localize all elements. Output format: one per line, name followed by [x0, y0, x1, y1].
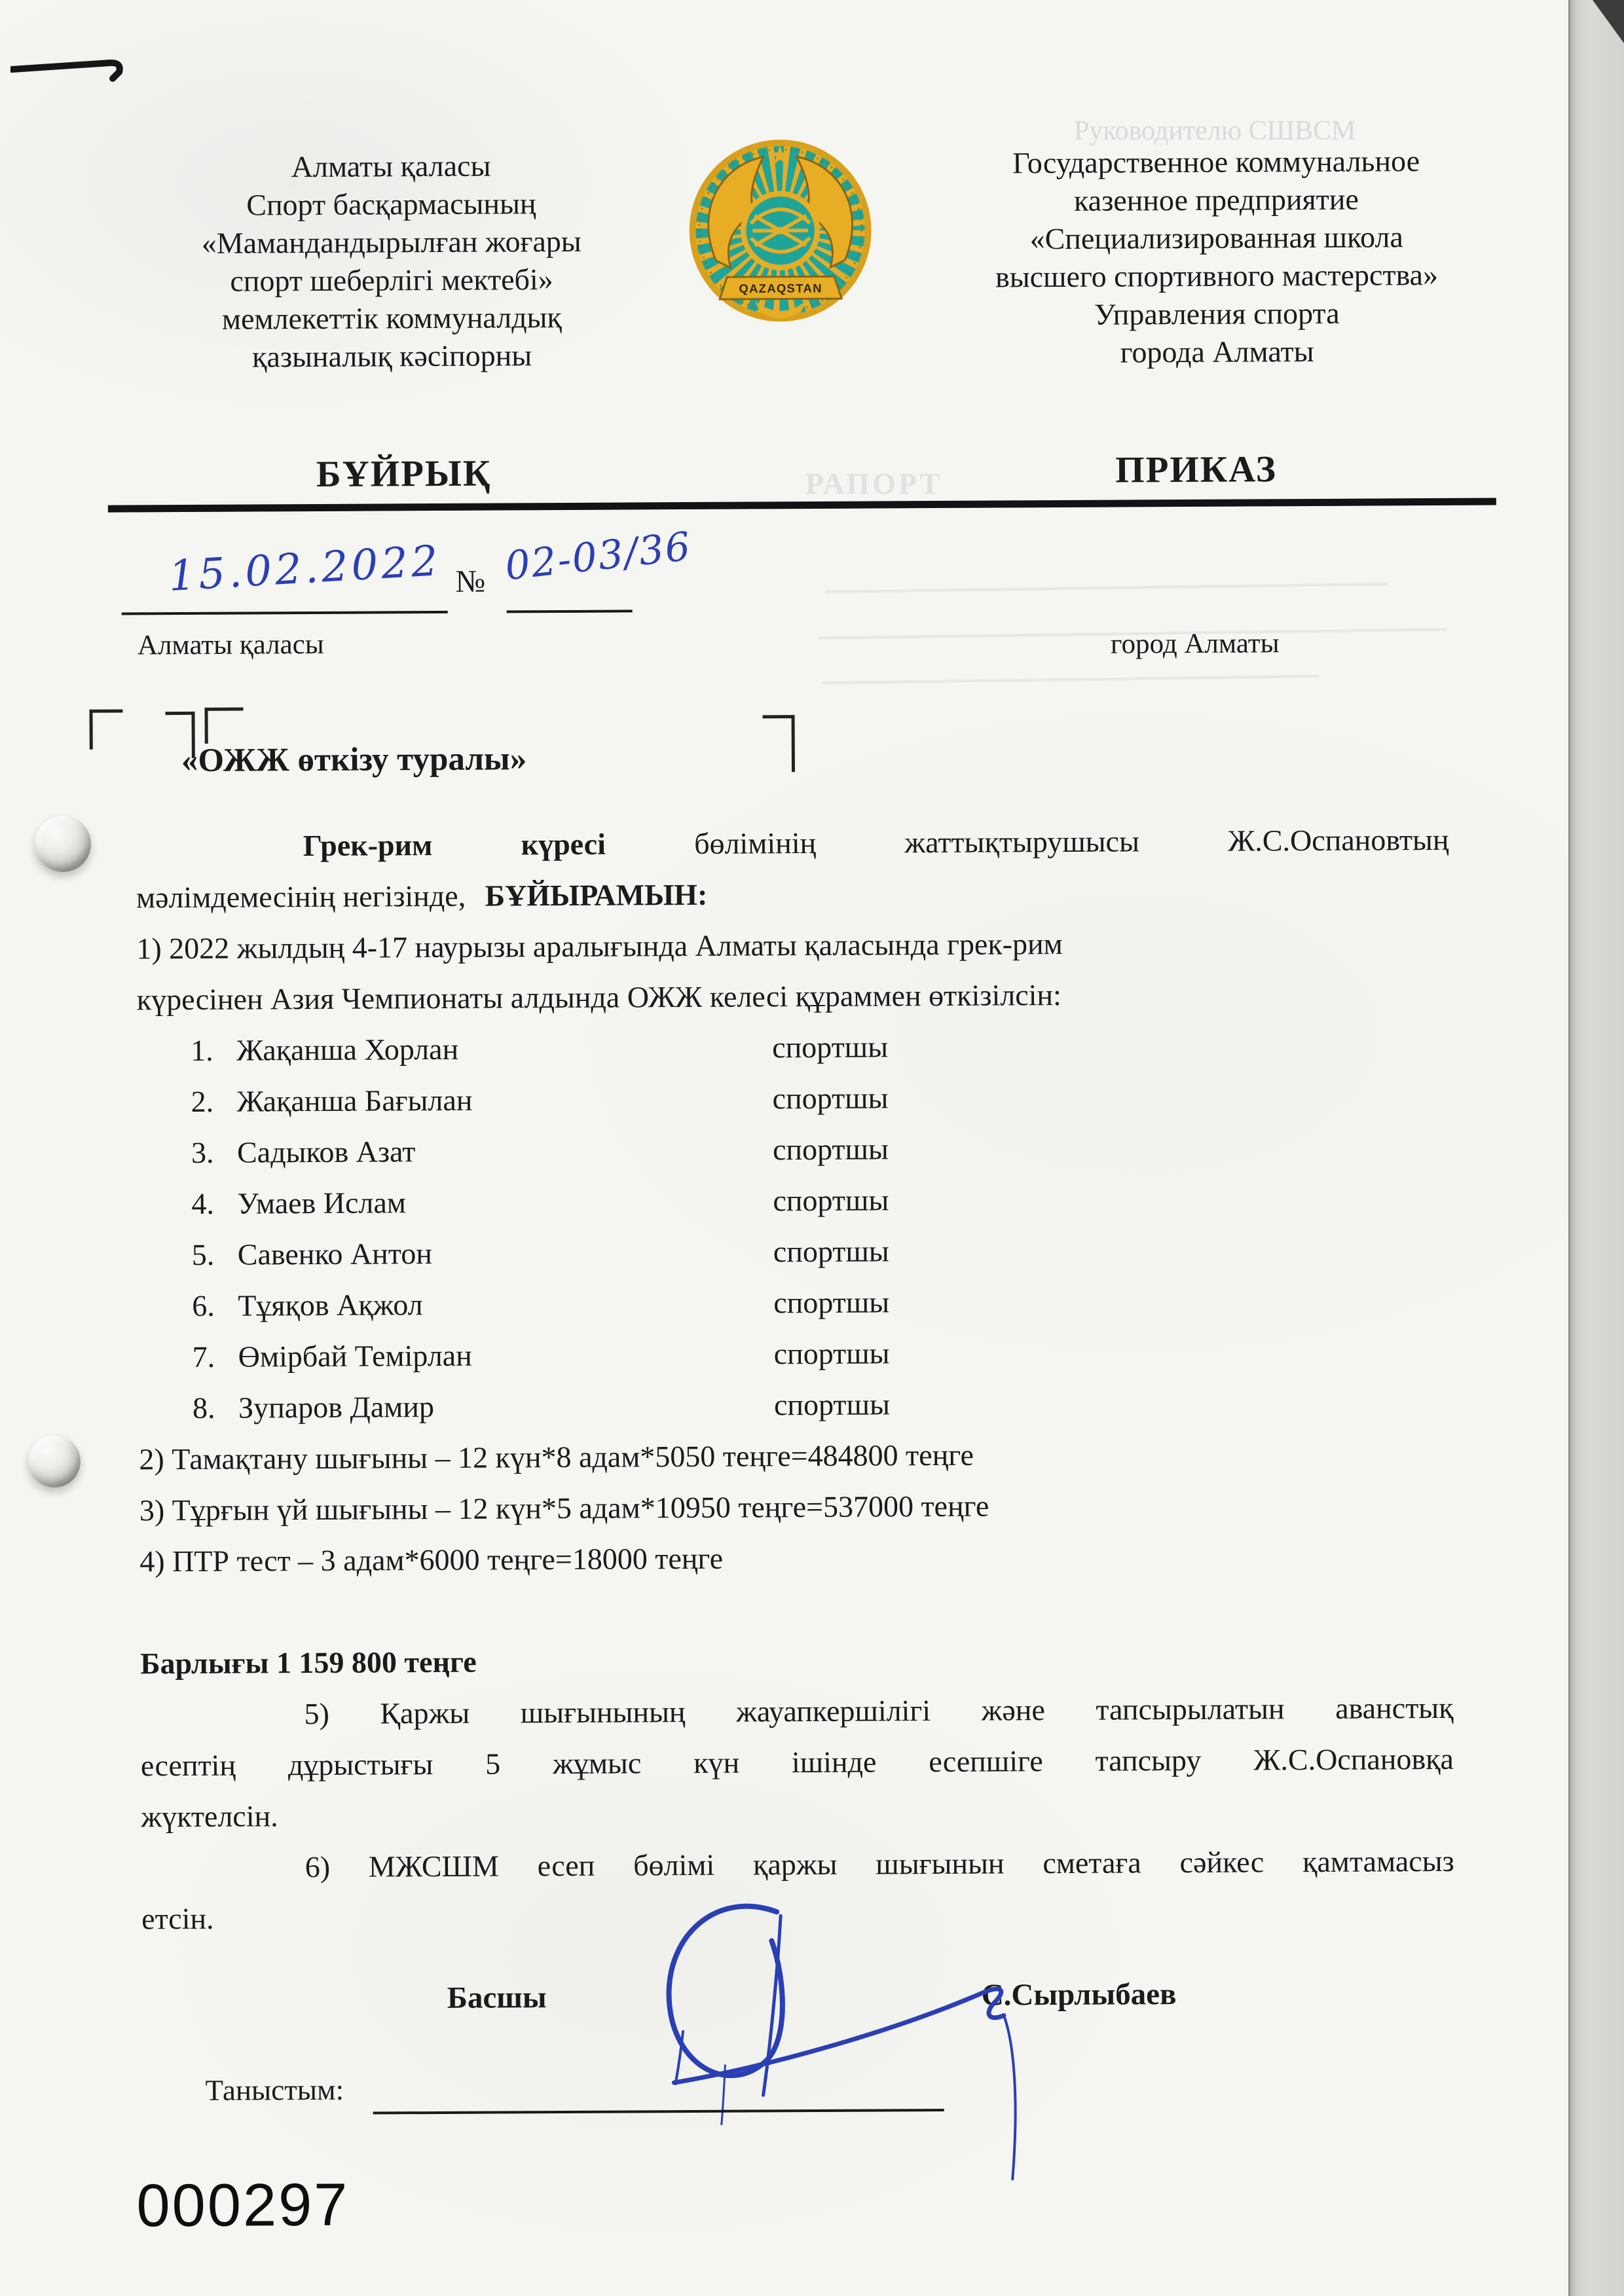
bleed-through-text: Руководителю СШВСМ: [1074, 116, 1356, 146]
item-5-line-1: 5) Қаржы шығынының жауапкершілігі және тапсырылатын аванстық: [304, 1690, 1454, 1731]
athlete-row: [0, 1018, 1623, 1078]
athlete-row: [0, 1171, 1624, 1231]
body-word: Ж.С.Оспановтың: [1227, 822, 1449, 858]
handwritten-order-number: 02-03/36: [502, 523, 694, 590]
athlete-number: 6.: [192, 1288, 215, 1322]
body-word: бөлімінің: [693, 826, 817, 860]
athlete-role: спортшы: [773, 1336, 890, 1371]
athlete-role: спортшы: [773, 1285, 890, 1320]
athlete-number: 2.: [191, 1084, 214, 1118]
item-1-line-1: 1) 2022 жылдың 4-17 наурызы аралығында Алматы қаласында грек-рим: [136, 926, 1063, 966]
body-word: жаттықтырушысы: [904, 824, 1140, 860]
athlete-row: [1, 1376, 1624, 1435]
order-title-kazakh: БҰЙРЫҚ: [316, 452, 492, 495]
kazakhstan-emblem: [688, 134, 874, 326]
corner-mark: [204, 708, 243, 744]
date-underline: [122, 611, 448, 615]
athlete-row: [1, 1324, 1624, 1384]
athlete-name: Умаев Ислам: [237, 1186, 407, 1220]
athlete-number: 8.: [192, 1391, 215, 1425]
letterhead-line: высшего спортивного мастерства»: [995, 257, 1439, 294]
acknowledged-label: Таныстым:: [205, 2073, 344, 2107]
item-5-line-3: жүктелсін.: [141, 1799, 278, 1834]
corner-mark: [763, 715, 795, 772]
form-serial-number: 000297: [136, 2171, 350, 2240]
letterhead-kazakh: [162, 147, 621, 377]
letterhead-line: қазыналық кәсіпорны: [251, 338, 532, 374]
letterhead-line: спорт шеберлігі мектебі»: [230, 263, 553, 298]
letterhead-line: казенное предприятие: [1073, 182, 1359, 217]
corner-mark: [89, 710, 122, 750]
first-line-indent: [136, 821, 214, 873]
athlete-role: спортшы: [773, 1234, 889, 1269]
athlete-number: 1.: [191, 1033, 213, 1067]
expense-pcr: 4) ПТР тест – 3 адам*6000 теңге=18000 теңге: [139, 1541, 724, 1578]
athlete-name: Савенко Антон: [237, 1237, 433, 1271]
order-verb: БҰЙЫРАМЫН:: [485, 877, 708, 913]
athlete-name: Жақанша Бағылан: [236, 1083, 473, 1118]
athlete-role: спортшы: [772, 1081, 889, 1116]
letterhead-russian: [921, 141, 1512, 373]
athlete-name: Садыков Азат: [236, 1135, 416, 1169]
athlete-row: [0, 1120, 1624, 1180]
paragraph-1-line-1: [0, 814, 1623, 873]
item-1-line-2: күресінен Азия Чемпионаты алдында ОЖЖ келесі құраммен өткізілсін:: [136, 978, 1061, 1017]
athlete-name: Тұяқов Ақжол: [238, 1288, 423, 1322]
athlete-row: [0, 1069, 1624, 1129]
athlete-name: Зупаров Дамир: [238, 1390, 435, 1425]
athlete-number: 7.: [192, 1339, 215, 1374]
item-6-line-2: етсін.: [141, 1901, 214, 1936]
place-russian: город Алматы: [1110, 628, 1280, 660]
athlete-name: Жақанша Хорлан: [236, 1032, 459, 1067]
order-subject: «ОЖЖ өткізу туралы»: [181, 740, 527, 780]
letterhead-line: Управления спорта: [1094, 296, 1340, 331]
athlete-row: [1, 1222, 1624, 1282]
signer-name: С.Сырлыбаев: [981, 1977, 1177, 2013]
emblem-graphic: [688, 134, 874, 326]
athlete-role: спортшы: [773, 1387, 891, 1422]
blank-line: [3, 1579, 1624, 1639]
item-6-line-1: 6) МЖСШМ есеп бөлімі қаржы шығынын сметаға сәйкес қамтамасыз: [304, 1844, 1454, 1884]
bleed-through-text: РАПОРТ: [805, 467, 943, 500]
emblem-caption: QAZAQSTAN: [739, 281, 822, 296]
letterhead-line: «Мамандандырылған жоғары: [201, 224, 581, 260]
signer-position: Басшы: [447, 1980, 547, 2015]
expense-food: 2) Тамақтану шығыны – 12 күн*8 адам*5050 теңге=484800 теңге: [139, 1438, 974, 1476]
letterhead-line: Государственное коммунальное: [1012, 144, 1420, 180]
item-5-line-2: есептің дұрыстығы 5 жұмыс күн ішінде есепшіге тапсыру Ж.С.Оспановқа: [140, 1741, 1454, 1783]
athlete-role: спортшы: [772, 1132, 889, 1167]
place-kazakh: Алматы қаласы: [137, 629, 324, 661]
order-title-russian: ПРИКАЗ: [1115, 448, 1278, 491]
letterhead-line: «Специализированная школа: [1029, 220, 1403, 256]
body-word: күресі: [521, 827, 606, 862]
letterhead-line: города Алматы: [1120, 334, 1314, 369]
athlete-role: спортшы: [773, 1183, 889, 1218]
order-body: [0, 814, 1624, 1946]
paragraph-1-line-2: [0, 865, 1623, 924]
body-text: мәлімдемесінің негізінде,: [136, 879, 466, 915]
signature-strokes: [561, 1892, 1099, 2222]
athlete-number: 5.: [191, 1237, 215, 1271]
number-underline: [507, 610, 633, 613]
ink-signature: [561, 1892, 1099, 2222]
expense-lodging: 3) Тұрғын үй шығыны – 12 күн*5 адам*10950 теңге=537000 теңге: [139, 1489, 989, 1527]
letterhead-line: Алматы қаласы: [291, 149, 491, 184]
athlete-number: 4.: [191, 1186, 215, 1220]
number-sign: №: [455, 564, 486, 599]
body-word: Грек-рим: [303, 828, 433, 863]
athlete-name: Өмірбай Темірлан: [238, 1338, 472, 1374]
header-rule: [108, 498, 1496, 513]
handwritten-date: 15.02.2022: [167, 537, 443, 601]
athlete-number: 3.: [191, 1135, 214, 1169]
athlete-role: спортшы: [772, 1030, 889, 1065]
letterhead-line: Спорт басқармасының: [246, 187, 536, 222]
letterhead-line: мемлекеттік коммуналдық: [221, 300, 562, 336]
total-amount: Барлығы 1 159 800 теңге: [139, 1645, 477, 1681]
athlete-row: [1, 1273, 1624, 1333]
